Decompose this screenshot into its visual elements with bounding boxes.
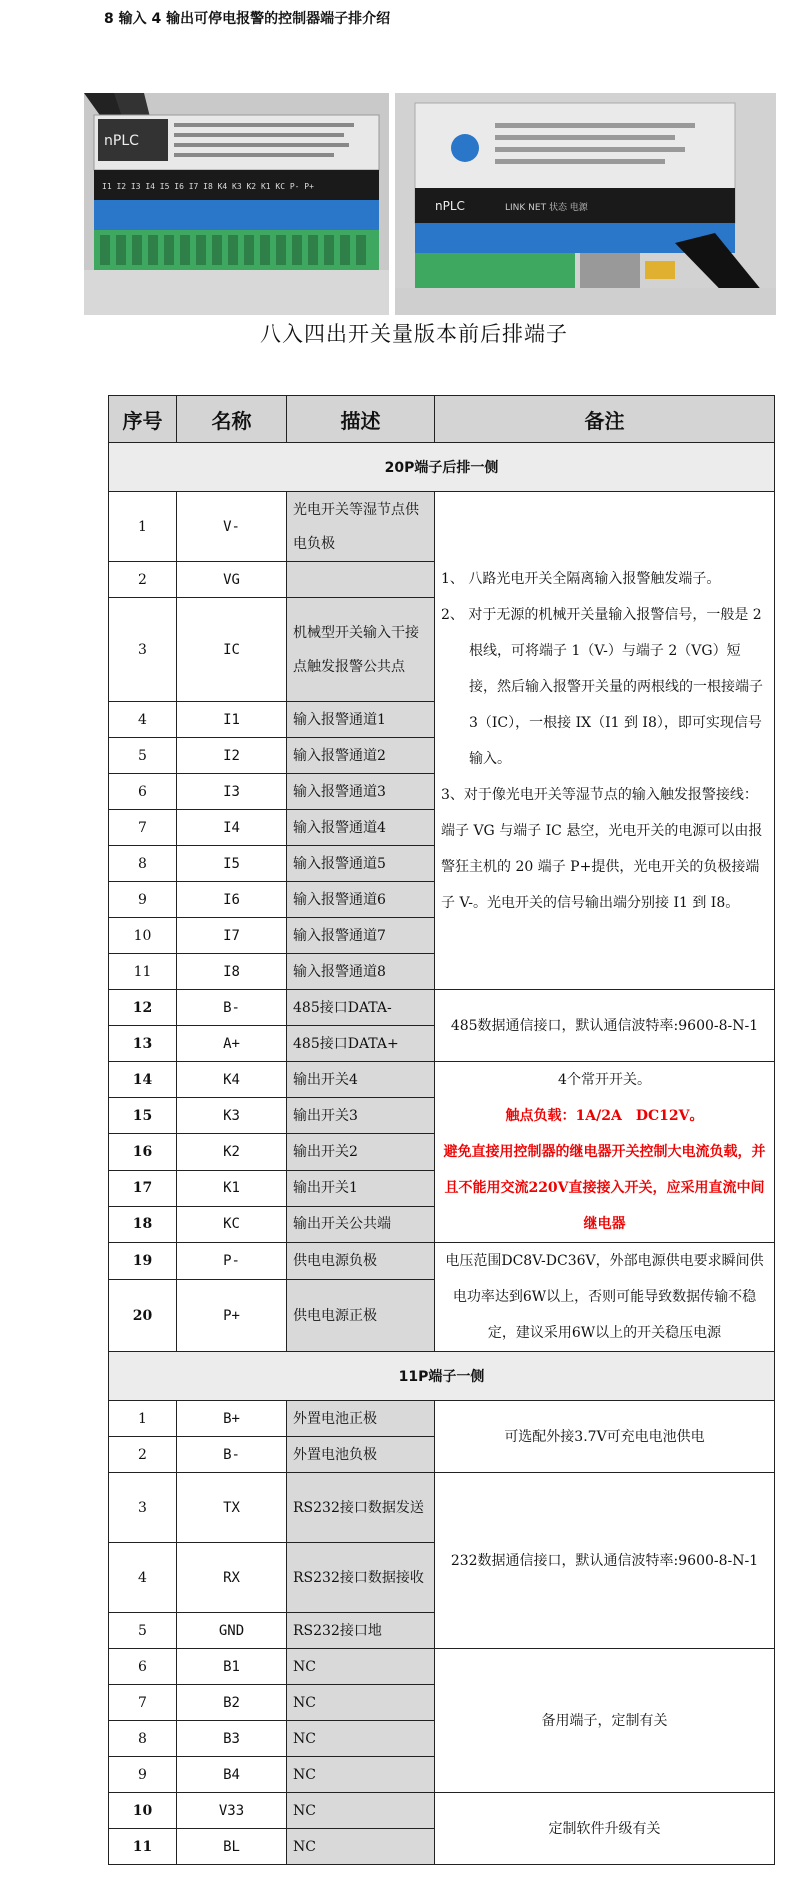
pin-number: 3	[109, 1473, 177, 1543]
pin-name: P+	[177, 1280, 287, 1352]
pin-number: 9	[109, 1757, 177, 1793]
pin-number: 2	[109, 1437, 177, 1473]
pin-number: 16	[109, 1134, 177, 1170]
pin-description: 输入报警通道6	[287, 882, 435, 918]
pin-number: 5	[109, 738, 177, 774]
relay-note-1: 4个常开开关。	[558, 1072, 651, 1088]
input-note-3: 3、对于像光电开关等湿节点的输入触发报警接线：端子 VG 与端子 IC 悬空，光电开关的电源可以由报警狂主机的 20 端子 P+提供，光电开关的负极接端子 V-。光电开关的信号输出端分别接 I1 到 I8。	[441, 786, 763, 911]
reserved-note: 备用端子，定制有关	[435, 1649, 775, 1793]
pin-number: 19	[109, 1243, 177, 1280]
input-note-2: 2、 对于无源的机械开关量输入报警信号，一般是 2 根线，可将端子 1（V-）与端子 2（VG）短接，然后输入报警开关量的两根线的一根接端子 3（IC），一根接 IX（I1 到 I8），即可实现信号输入。	[441, 606, 763, 767]
pin-description: 输出开关2	[287, 1134, 435, 1170]
pin-number: 1	[109, 492, 177, 562]
pin-description: 输入报警通道5	[287, 846, 435, 882]
pin-description: 输出开关3	[287, 1098, 435, 1134]
pin-number: 4	[109, 1543, 177, 1613]
page-heading: 8 输入 4 输出可停电报警的控制器端子排介绍	[104, 11, 391, 27]
pin-number: 4	[109, 702, 177, 738]
pin-number: 8	[109, 846, 177, 882]
pin-description: 光电开关等湿节点供电负极	[287, 492, 435, 562]
pin-number: 1	[109, 1401, 177, 1437]
pin-name: I7	[177, 918, 287, 954]
pin-name: KC	[177, 1206, 287, 1242]
pin-description: 机械型开关输入干接点触发报警公共点	[287, 598, 435, 702]
pin-name: I3	[177, 774, 287, 810]
pin-name: K1	[177, 1170, 287, 1206]
pin-description: 供电电源负极	[287, 1243, 435, 1280]
upgrade-note: 定制软件升级有关	[435, 1793, 775, 1865]
battery-note: 可选配外接3.7V可充电电池供电	[435, 1401, 775, 1473]
pin-description: 输入报警通道1	[287, 702, 435, 738]
pin-name: B-	[177, 990, 287, 1026]
pin-name: A+	[177, 1026, 287, 1062]
pin-description: NC	[287, 1649, 435, 1685]
rs485-note: 485数据通信接口，默认通信波特率:9600-8-N-1	[435, 990, 775, 1062]
pin-name: K2	[177, 1134, 287, 1170]
table-row	[109, 1243, 775, 1280]
pin-name: I4	[177, 810, 287, 846]
front-terminal-labels: I1 I2 I3 I4 I5 I6 I7 I8 K4 K3 K2 K1 KC P- P+	[102, 182, 314, 191]
pin-name: V-	[177, 492, 287, 562]
pin-number: 15	[109, 1098, 177, 1134]
pin-number: 9	[109, 882, 177, 918]
pin-name: I1	[177, 702, 287, 738]
rs232-note: 232数据通信接口，默认通信波特率:9600-8-N-1	[435, 1473, 775, 1649]
pin-name: K4	[177, 1062, 287, 1098]
pin-number: 17	[109, 1170, 177, 1206]
header-name: 名称	[177, 396, 287, 443]
pin-number: 13	[109, 1026, 177, 1062]
pin-description: RS232接口地	[287, 1613, 435, 1649]
pin-number: 7	[109, 1685, 177, 1721]
table-row	[109, 492, 775, 562]
table-row	[109, 1473, 775, 1543]
pin-name: B3	[177, 1721, 287, 1757]
photo-caption: 八入四出开关量版本前后排端子	[260, 322, 568, 346]
pin-description: 输入报警通道7	[287, 918, 435, 954]
pin-description: 外置电池正极	[287, 1401, 435, 1437]
pin-number: 18	[109, 1206, 177, 1242]
pin-name: B1	[177, 1649, 287, 1685]
front-brand-text: nPLC	[104, 133, 139, 149]
pin-number: 10	[109, 1793, 177, 1829]
pin-name: TX	[177, 1473, 287, 1543]
pin-name: RX	[177, 1543, 287, 1613]
table-row	[109, 990, 775, 1026]
pin-description	[287, 562, 435, 598]
terminal-pin-table	[108, 395, 775, 1865]
pin-description: 输出开关1	[287, 1170, 435, 1206]
pin-description: NC	[287, 1721, 435, 1757]
pin-number: 3	[109, 598, 177, 702]
pin-number: 6	[109, 1649, 177, 1685]
pin-description: 485接口DATA-	[287, 990, 435, 1026]
front-terminal-photo	[84, 93, 389, 315]
input-note-1: 1、 八路光电开关全隔离输入报警触发端子。	[441, 570, 721, 587]
section-title-11p: 11P端子一侧	[109, 1352, 775, 1401]
relay-note-3: 避免直接用控制器的继电器开关控制大电流负载，并且不能用交流220V直接接入开关，应采用直流中间继电器	[443, 1144, 766, 1232]
pin-number: 5	[109, 1613, 177, 1649]
header-remark: 备注	[435, 396, 775, 443]
pin-description: RS232接口数据接收	[287, 1543, 435, 1613]
pin-number: 8	[109, 1721, 177, 1757]
pin-name: I6	[177, 882, 287, 918]
pin-description: NC	[287, 1793, 435, 1829]
pin-number: 12	[109, 990, 177, 1026]
pin-name: P-	[177, 1243, 287, 1280]
rear-status-labels: LINK NET 状态 电源	[505, 203, 588, 213]
pin-number: 11	[109, 1829, 177, 1865]
table-row	[109, 1793, 775, 1829]
pin-description: 输入报警通道8	[287, 954, 435, 990]
pin-name: I8	[177, 954, 287, 990]
pin-number: 11	[109, 954, 177, 990]
pin-description: 输入报警通道3	[287, 774, 435, 810]
pin-name: VG	[177, 562, 287, 598]
pin-description: 输入报警通道2	[287, 738, 435, 774]
pin-name: IC	[177, 598, 287, 702]
product-photos	[84, 93, 776, 315]
pin-description: 输入报警通道4	[287, 810, 435, 846]
pin-name: B4	[177, 1757, 287, 1793]
pin-number: 2	[109, 562, 177, 598]
header-description: 描述	[287, 396, 435, 443]
relay-output-note	[435, 1062, 775, 1243]
section-title-20p: 20P端子后排一侧	[109, 443, 775, 492]
pin-description: RS232接口数据发送	[287, 1473, 435, 1543]
pin-description: 输出开关公共端	[287, 1206, 435, 1242]
pin-name: B2	[177, 1685, 287, 1721]
pin-description: 供电电源正极	[287, 1280, 435, 1352]
table-header-row	[109, 396, 775, 443]
pin-number: 10	[109, 918, 177, 954]
pin-number: 14	[109, 1062, 177, 1098]
rear-terminal-photo	[395, 93, 776, 315]
pin-description: NC	[287, 1829, 435, 1865]
pin-description: 输出开关4	[287, 1062, 435, 1098]
pin-name: BL	[177, 1829, 287, 1865]
power-supply-note: 电压范围DC8V-DC36V，外部电源供电要求瞬间供电功率达到6W以上，否则可能导致数据传输不稳定，建议采用6W以上的开关稳压电源	[435, 1243, 775, 1352]
pin-number: 7	[109, 810, 177, 846]
table-row	[109, 1062, 775, 1098]
pin-name: B-	[177, 1437, 287, 1473]
pin-number: 20	[109, 1280, 177, 1352]
pin-name: I5	[177, 846, 287, 882]
header-number: 序号	[109, 396, 177, 443]
table-row	[109, 1649, 775, 1685]
pin-name: V33	[177, 1793, 287, 1829]
pin-name: GND	[177, 1613, 287, 1649]
relay-note-2: 触点负载：1A/2A DC12V。	[505, 1108, 704, 1124]
input-terminal-note	[435, 492, 775, 990]
pin-description: NC	[287, 1757, 435, 1793]
pin-description: 485接口DATA+	[287, 1026, 435, 1062]
rear-brand-text: nPLC	[435, 199, 465, 213]
pin-name: K3	[177, 1098, 287, 1134]
table-row	[109, 1401, 775, 1437]
pin-name: B+	[177, 1401, 287, 1437]
pin-number: 6	[109, 774, 177, 810]
pin-name: I2	[177, 738, 287, 774]
pin-description: 外置电池负极	[287, 1437, 435, 1473]
pin-description: NC	[287, 1685, 435, 1721]
